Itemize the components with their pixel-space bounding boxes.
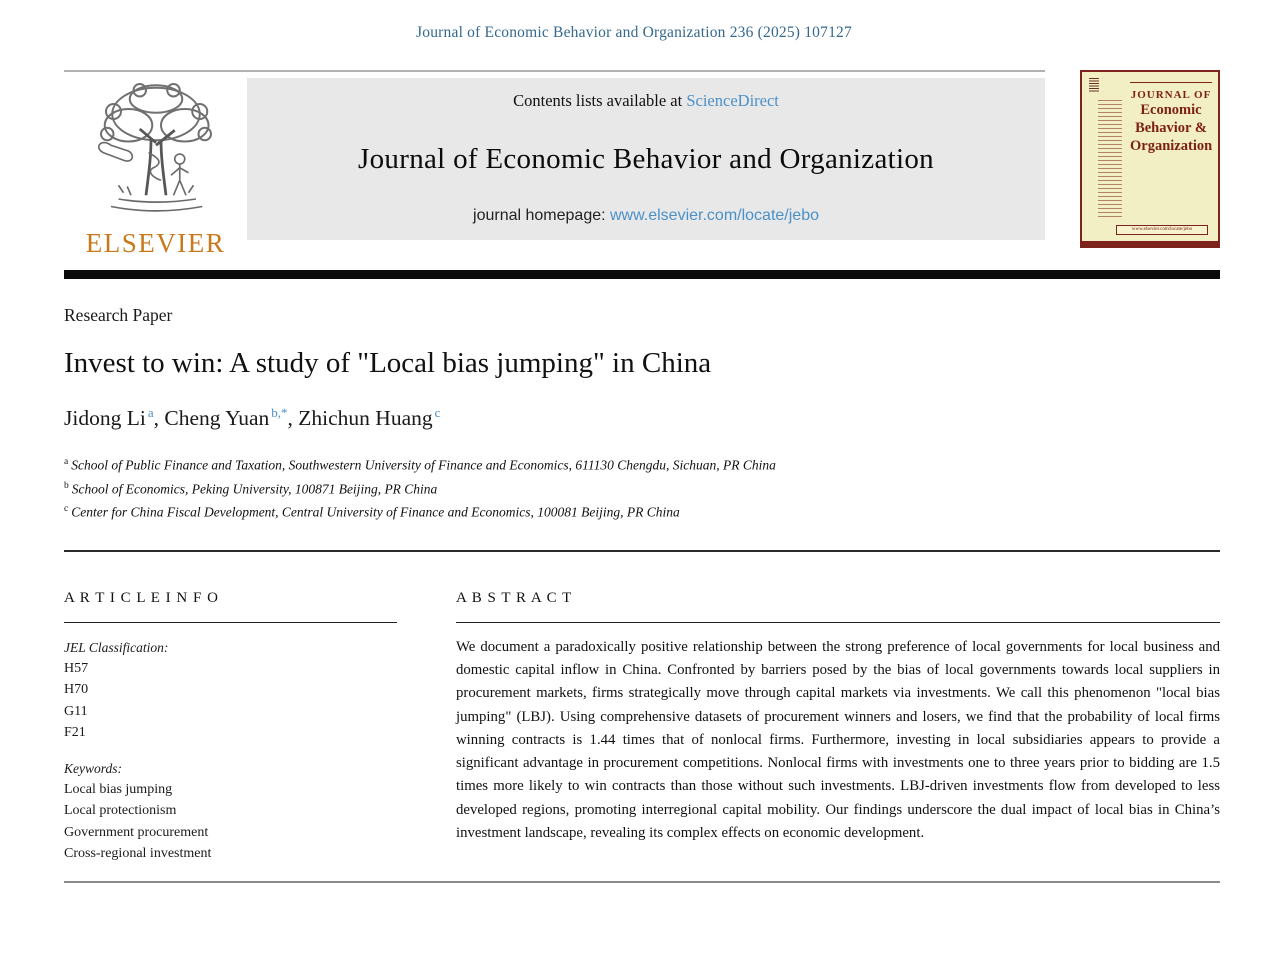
jel-code: H57 xyxy=(64,660,89,676)
jel-code: H70 xyxy=(64,682,89,698)
journal-banner xyxy=(247,78,1045,240)
elsevier-logo xyxy=(64,78,247,257)
cover-url-pill: www.elsevier.com/locate/jebo xyxy=(1116,225,1208,235)
cover-journal-of: JOURNAL OF xyxy=(1130,89,1212,101)
affiliations xyxy=(64,452,1220,523)
article-info-rule xyxy=(64,622,397,623)
footnote-divider xyxy=(64,881,1220,883)
contents-line xyxy=(257,91,1035,111)
homepage-link[interactable]: www.elsevier.com/locate/jebo xyxy=(610,207,819,224)
author-affiliation-sup[interactable]: c xyxy=(434,405,441,420)
keyword: Local protectionism xyxy=(64,803,177,819)
homepage-line xyxy=(257,207,1035,225)
affiliation-line xyxy=(64,452,1220,476)
header-main xyxy=(64,70,1045,257)
article-info-header: A R T I C L E I N F O xyxy=(64,589,219,606)
keyword: Local bias jumping xyxy=(64,781,173,797)
affiliation-text: School of Public Finance and Taxation, Southwestern University of Finance and Economics, 611130 Chengdu, Sichuan, PR China xyxy=(71,457,776,473)
cover-title xyxy=(1130,82,1212,155)
journal-title: Journal of Economic Behavior and Organization xyxy=(358,142,934,175)
homepage-prefix: journal homepage: xyxy=(473,207,610,224)
affiliation-line xyxy=(64,499,1220,523)
elsevier-tree-icon xyxy=(81,80,231,228)
keyword: Government procurement xyxy=(64,824,209,840)
jel-code: G11 xyxy=(64,703,88,719)
author xyxy=(164,406,298,430)
author-name: Jidong Li xyxy=(64,406,146,431)
journal-citation: Journal of Economic Behavior and Organization 236 (2025) 107127 xyxy=(416,24,852,41)
affiliation-text: Center for China Fiscal Development, Central University of Finance and Economics, 100081 Beijing, PR China xyxy=(71,504,680,520)
abstract-rule xyxy=(456,622,1220,623)
journal-header xyxy=(64,70,1220,257)
affiliation-sup: c xyxy=(64,504,69,515)
abstract-header: A B S T R A C T xyxy=(456,589,573,606)
journal-cover-thumbnail[interactable] xyxy=(1080,70,1220,248)
abstract-column xyxy=(456,590,1220,865)
author-affiliation-sup[interactable]: a xyxy=(147,405,154,420)
cover-contents-lines xyxy=(1098,100,1122,218)
article-type-label: Research Paper xyxy=(64,305,173,325)
cover-emblem-icon xyxy=(1089,78,1099,92)
keyword: Cross-regional investment xyxy=(64,846,212,862)
info-abstract-columns xyxy=(64,590,1220,865)
jel-label: JEL Classification: xyxy=(64,639,169,655)
affiliation-sup: b xyxy=(64,480,69,491)
author-name: Zhichun Huang xyxy=(298,406,433,431)
keywords-label: Keywords: xyxy=(64,760,122,776)
cover-title-line: Economic xyxy=(1140,102,1202,118)
author-separator: , xyxy=(153,406,165,431)
header-divider-bar xyxy=(64,270,1220,279)
abstract-text: We document a paradoxically positive relationship between the strong preference of local governments for local business and domestic capital inflow in China. Confronted by barriers posed by the bias of local governments towards local suppliers in procurement markets, firms strategically move through capital markets via investments. We call this phenomenon "local bias jumping" (LBJ). Using comprehensive datasets of procurement winners and losers, we find that the probability of local firms winning contracts is 1.44 times that of nonlocal firms. Furthermore, investing in local subsidiaries appears to provide a significant advantage in procurement competitions. Nonlocal firms with investments one to three years prior to bidding are 1.5 times more likely to win contracts than those without such investments. LBJ-driven investments flow from developed to less developed regions, promoting interregional capital mobility. Our findings underscore the dual impact of local bias in China’s investment landscape, revealing its complex effects on economic development. xyxy=(456,638,1220,842)
author-separator: , xyxy=(287,406,299,431)
affiliation-line xyxy=(64,476,1220,500)
cover-title-line: Organization xyxy=(1130,138,1213,155)
jel-code: F21 xyxy=(64,725,86,741)
affiliation-sup: a xyxy=(64,457,69,468)
author-affiliation-sup[interactable]: b,* xyxy=(271,405,288,420)
cover-title-line: Behavior & xyxy=(1135,120,1207,137)
affiliation-text: School of Economics, Peking University, 100871 Beijing, PR China xyxy=(71,481,438,497)
author-line xyxy=(64,405,1220,431)
head-body-divider xyxy=(64,550,1220,552)
author-name: Cheng Yuan xyxy=(164,406,270,431)
author xyxy=(298,406,440,430)
sciencedirect-link[interactable]: ScienceDirect xyxy=(686,91,779,110)
author xyxy=(64,406,164,430)
contents-prefix: Contents lists available at xyxy=(513,91,687,110)
article-info-column xyxy=(64,590,397,865)
paper-title: Invest to win: A study of "Local bias jumping" in China xyxy=(64,347,712,379)
article-head xyxy=(64,305,1220,523)
elsevier-wordmark: ELSEVIER xyxy=(85,228,226,258)
